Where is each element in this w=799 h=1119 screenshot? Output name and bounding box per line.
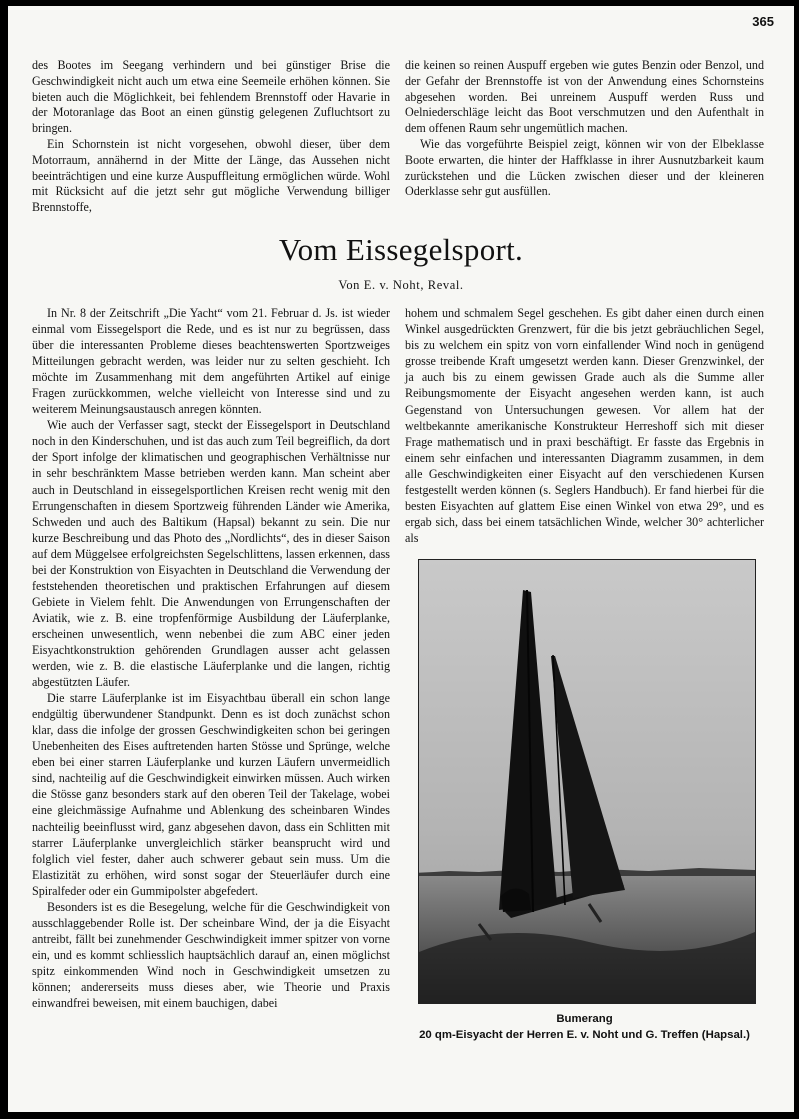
paragraph: hohem und schmalem Segel geschehen. Es gibt daher einen durch einen Winkel ausgedrückten Grenzwert, für die bis jetzt gebräuchlichen Segel, bis zu welchem ein spitz von vorn einfallender Wind noch in genügend grosse treibende Kraft umgesetzt werden kann. Dieser Grenzwinkel, der ja auch bis zu einem gewissen Grade auch als die Summe aller Reibungsmomente der Eisyacht angesehen werden kann, ist auch Gegenstand von Untersuchungen gewesen. Vor allem hat der weltbekannte amerikanische Konstrukteur Herreshoff sich mit dieser Frage mathematisch und in praxi beschäftigt. Er fasste das Ergebnis in einem sehr einfachen und interessanten Diagramm zusammen, in dem alle Geschwindigkeiten einer Eisyacht auf den verschiedenen Kursen festgestellt werden können (s. Seglers Handbuch). Er fand hierbei für die besten Eisyachten auf glattem Eise einen Winkel von etwa 29°, und es ergab sich, dass bei einem tatsächlichen Winde, welcher 30° achterlicher als [405, 306, 764, 546]
paragraph: In Nr. 8 der Zeitschrift „Die Yacht“ vom 21. Februar d. Js. ist wieder einmal vom Eissegelsport die Rede, und es ist nur zu begrüssen, dass über die interessanten Probleme dieses beachtenswerten Sportzweiges Mitteilungen gebracht werden, was leider nur zu selten geschieht. Ich möchte im Zusammenhang mit dem angeführten Artikel auf einige Fragen zurückkommen, welche vielleicht von Interesse sind und zu weiterem Meinungsaustausch anregen könnten. [32, 306, 390, 417]
magazine-page [8, 6, 794, 1112]
paragraph: Ein Schornstein ist nicht vorgesehen, obwohl dieser, über dem Motorraum, annähernd in der Mitte der Länge, das Aussehen nicht beeinträchtigen und eine kurze Auspuffleitung ermöglichen würde. Wohl mit Rücksicht auf die jetzt sehr gut mögliche Verwendung billiger Brennstoffe, [32, 136, 390, 215]
paragraph: Die starre Läuferplanke ist im Eisyachtbau überall ein schon lange endgültig überwundener Standpunkt. Denn es ist doch zunächst schon klar, dass die infolge der grossen Geschwindigkeiten schon bei geringen Unebenheiten des Eises auftretenden harten Stösse und Sprünge, welche eben bei einer starren Läuferplanke und kurzen Läufern unvermeidlich sind, nachteilig auf die Geschwindigkeit einwirken müssen. Auch wirken die Stösse ganz besonders stark auf den oberen Teil der Takelage, wobei eine gleichmässige Aufnahme und Ablenkung des scheinbaren Windes nachteilig beeinflusst wird, ganz abgesehen davon, dass ein Schlitten mit starrer Läuferplanke unvergleichlich stärker beansprucht wird und folglich viel fester, daher auch schwerer gebaut sein muss. Um die Elastizität zu erhöhen, wird sonst sogar der Steuerläufer durch eine Spiralfeder oder ein Gummipolster abgefedert. [32, 691, 390, 898]
article-byline: Von E. v. Noht, Reval. [338, 278, 464, 292]
page-number: 365 [752, 14, 774, 29]
top-left-column [32, 58, 390, 216]
paragraph: Besonders ist es die Besegelung, welche für die Geschwindigkeit von ausschlaggebender Rolle ist. Der scheinbare Wind, der ja die Eisyacht antreibt, fällt bei zunehmender Geschwindigkeit immer spitzer von vorne ein, und es kommt schliesslich hauptsächlich darauf an, einen möglichst spitz einkommenden Wind noch in Geschwindigkeit umsetzen zu können; andererseits muss dieses aber, wie Theorie und Praxis einwandfrei beweisen, mit einem bauchigen, dabei [32, 899, 390, 1011]
article-title: Vom Eissegelsport. [278, 232, 524, 267]
iceyacht-photo-drawing [419, 560, 755, 1003]
paragraph: die keinen so reinen Auspuff ergeben wie gutes Benzin oder Benzol, und der Gefahr der Brennstoffe ist von der Anwendung eines Schornsteins abgesehen worden. Bei unreinem Auspuff werden Russ und Oelniederschläge leicht das Boot verschmutzen und den Aufenthalt in dem offenen Raum sehr ungemütlich machen. [405, 58, 764, 136]
paragraph: Wie auch der Verfasser sagt, steckt der Eissegelsport in Deutschland noch in den Kinderschuhen, und ist das auch zum Teil begreiflich, da dort der Sport infolge der klimatischen und geographischen Verhältnisse nur in sehr beschränktem Masse betrieben werden kann. Man scheint aber auch in Deutschland in eissegelsportlichen Kreisen recht wenig mit den Errungenschaften in diesem Sportzweig führenden Länder wie Amerika, Schweden und auch des Baltikum (Hapsal) bekannt zu sein. Die nur kurze Beschreibung und das Photo des „Nordlichts“, des in dieser Saison auf dem Müggelsee erfolgreichsten Segelschlittens, lassen erkennen, dass bei der Konstruktion von Eisyachten in Deutschland die Verwendung der feststehenden theoretischen und praktischen Erfahrungen auf diesem Gebiete in Vielem fehlt. Die Anwendungen von Errungenschaften der Aviatik, wie z. B. eine tropfenförmige Ausbildung der Läuferplanke, erscheinen unwesentlich, wenn nebenbei die zum ABC einer jeden Eisyachtkonstruktion gehörenden Grundlagen ausser acht gelassen werden, wie z. B. die elastische Läuferplanke und die langen, richtig abgestützten Läufer. [32, 418, 390, 690]
article-right-column [405, 305, 764, 546]
paragraph: des Bootes im Seegang verhindern und bei günstiger Brise die Geschwindigkeit nicht auch um etwa eine Seemeile erhöhen können. Sie bieten auch die Möglichkeit, bei fehlendem Brennstoff oder Havarie in der Motoranlage das Boot an einen günstig gelegenen Zufluchtsort zu bringen. [32, 58, 390, 136]
paragraph: Wie das vorgeführte Beispiel zeigt, können wir von der Elbeklasse Boote erwarten, die hinter der Haffklasse in ihrer Ausnutzbarkeit kaum zurückstehen und die Lücken zwischen dieser und der kleineren Oderklasse sehr gut ausfüllen. [405, 136, 764, 199]
top-right-column [405, 58, 764, 200]
photo-caption [405, 1011, 764, 1043]
photo-caption-text: 20 qm-Eisyacht der Herren E. v. Noht und G. Treffen (Hapsal.) [419, 1029, 750, 1041]
iceyacht-photo [418, 559, 756, 1004]
article-left-column [32, 305, 390, 1011]
photo-caption-name: Bumerang [556, 1013, 613, 1025]
